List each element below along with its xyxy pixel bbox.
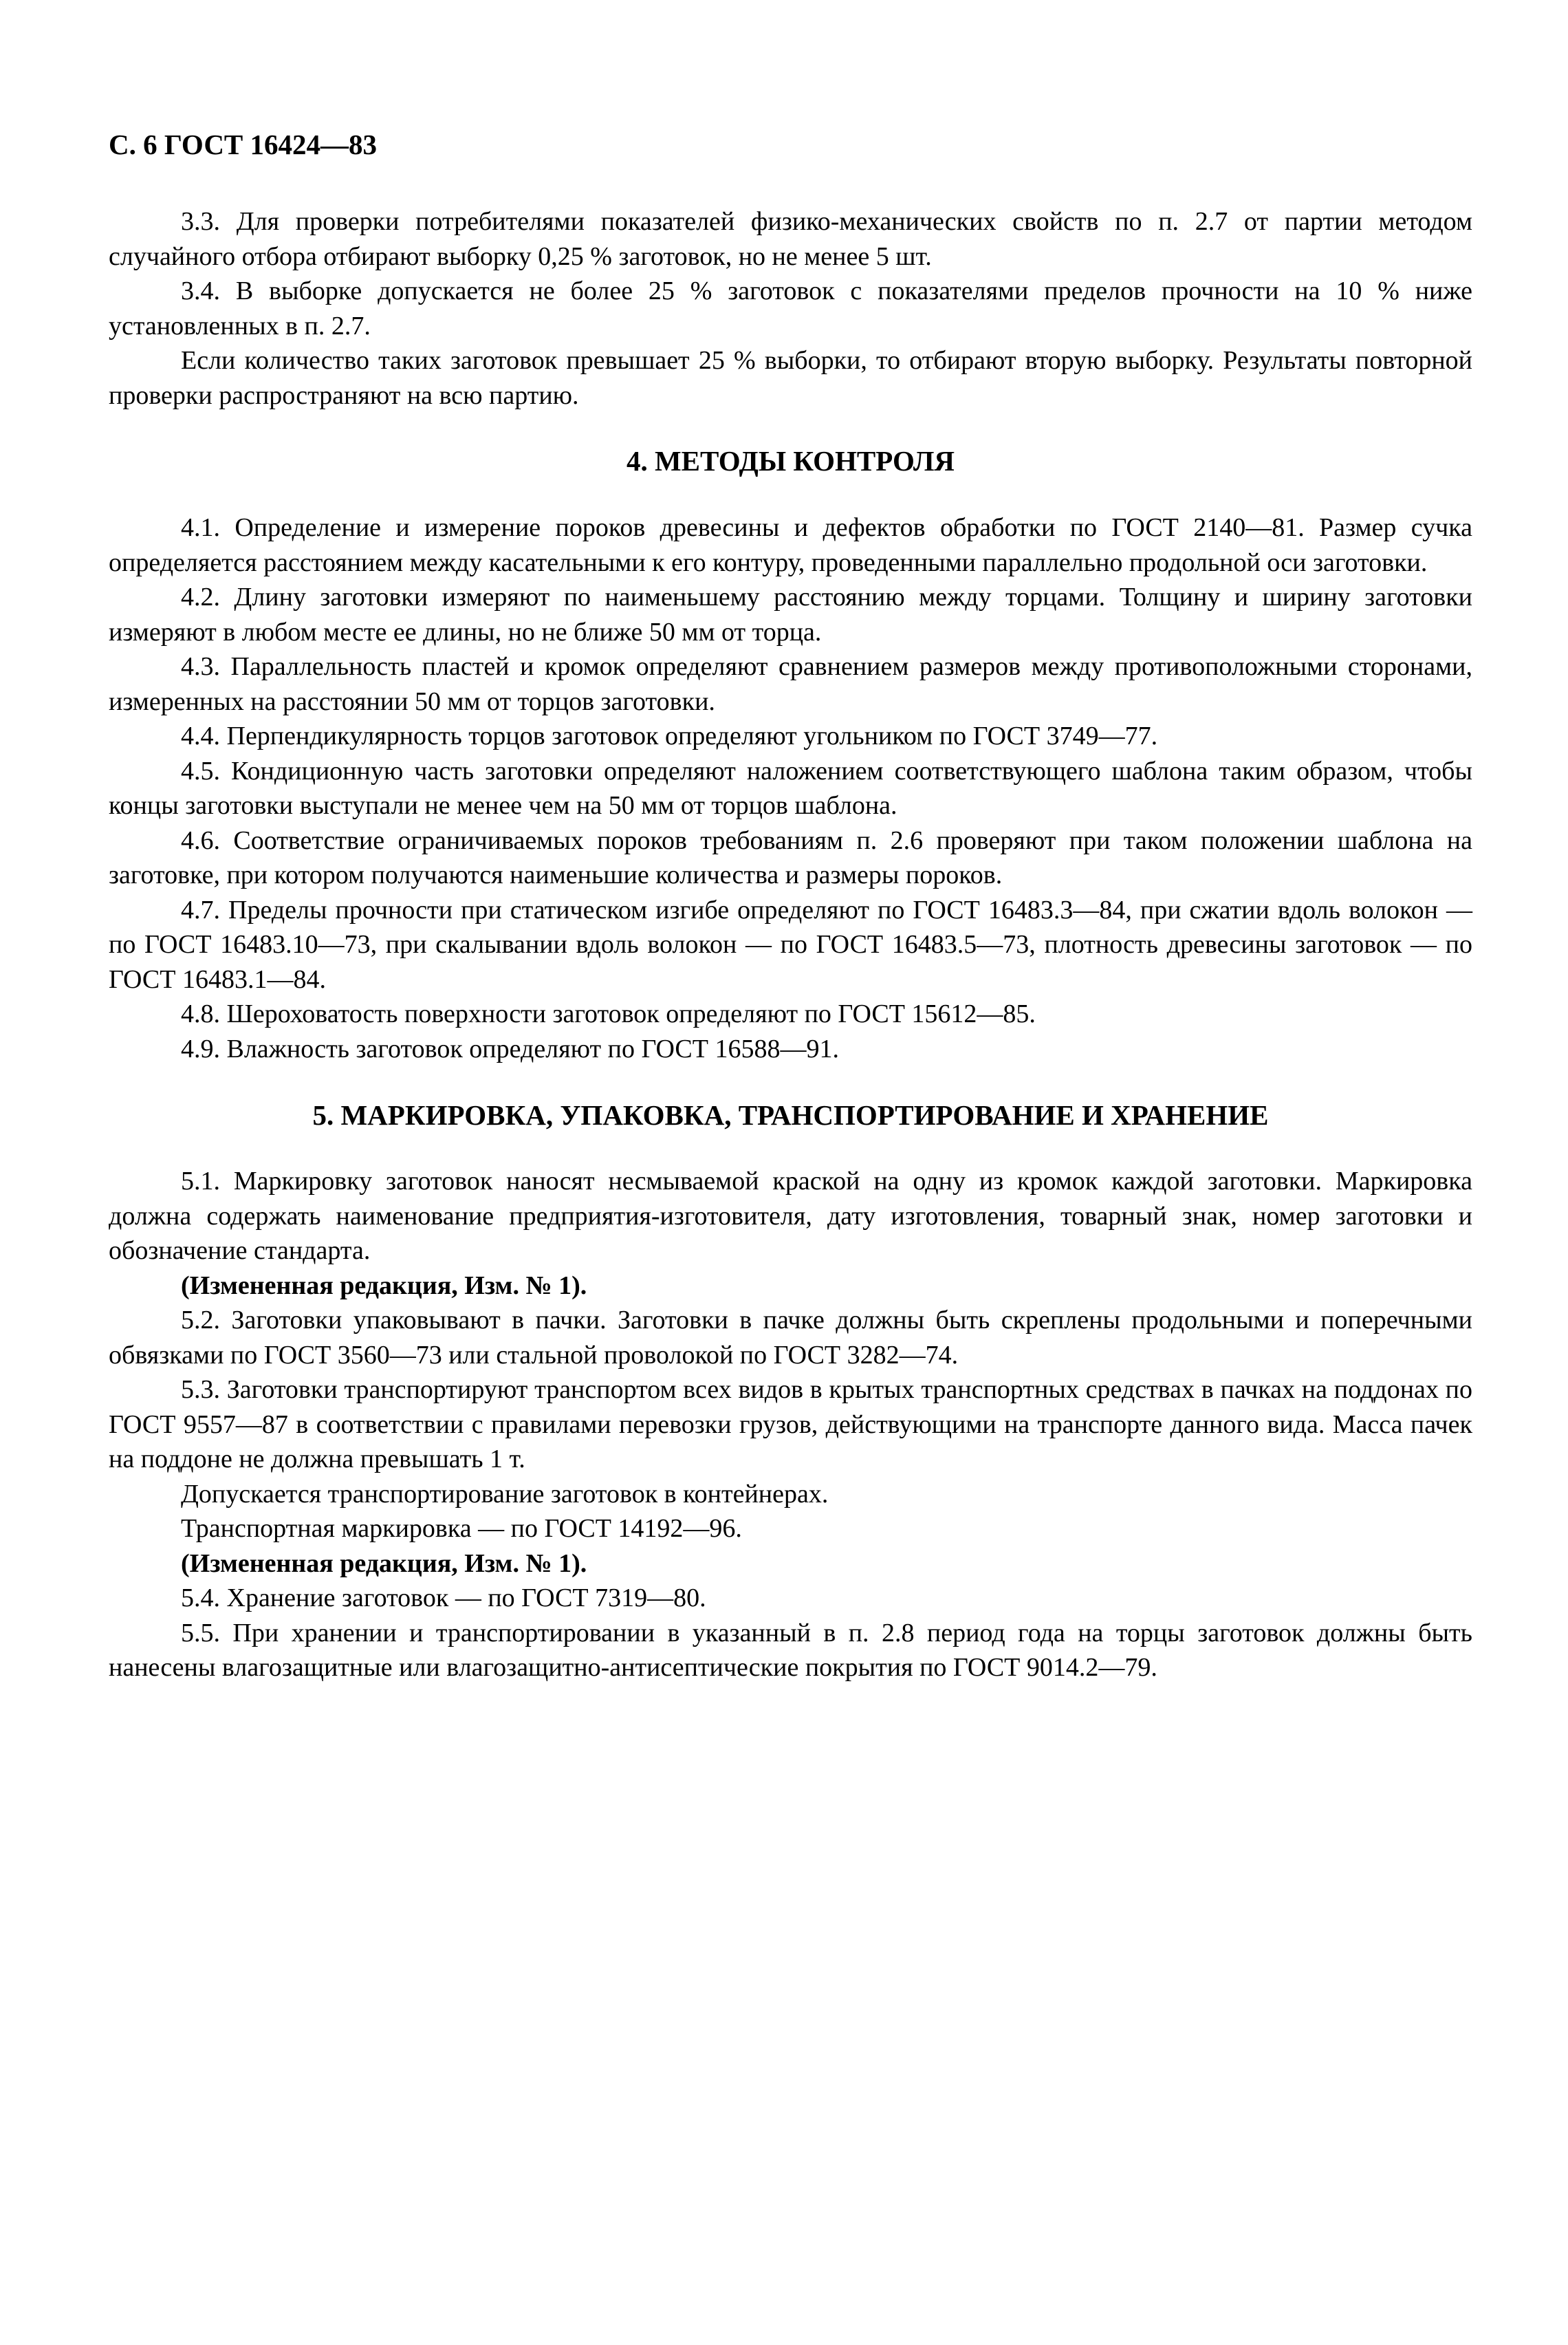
section-5-title: 5. МАРКИРОВКА, УПАКОВКА, ТРАНСПОРТИРОВАНИЕ И ХРАНЕНИЕ <box>312 1099 1269 1131</box>
paragraph-4-6: 4.6. Соответствие ограничиваемых пороков требованиям п. 2.6 проверяют при таком положении шаблона на заготовке, при котором получаются наименьшие количества и размеры пороков. <box>109 825 1472 889</box>
paragraph-4-2: 4.2. Длину заготовки измеряют по наименьшему расстоянию между торцами. Толщину и ширину заготовки измеряют в любом месте ее длины, но не ближе 50 мм от торца. <box>109 583 1472 647</box>
paragraph-3-4-continued: Если количество таких заготовок превышает 25 % выборки, то отбирают вторую выборку. Результаты повторной проверки распространяют на всю партию. <box>109 346 1472 410</box>
section-4-title: 4. МЕТОДЫ КОНТРОЛЯ <box>626 445 955 477</box>
paragraph-4-7: 4.7. Пределы прочности при статическом изгибе определяют по ГОСТ 16483.3—84, при сжатии вдоль волокон — по ГОСТ 16483.10—73, при скалывании вдоль волокон — по ГОСТ 16483.5—73, плотность древесины заготовок — по ГОСТ 16483.1—84. <box>109 895 1472 994</box>
paragraph-4-9: 4.9. Влажность заготовок определяют по ГОСТ 16588—91. <box>181 1034 839 1063</box>
paragraph-3-4: 3.4. В выборке допускается не более 25 % заготовок с показателями пределов прочности на 10 % ниже установленных в п. 2.7. <box>109 277 1472 341</box>
paragraph-4-5: 4.5. Кондиционную часть заготовки определяют наложением соответствующего шаблона таким образом, чтобы концы заготовки выступали не менее чем на 50 мм от торцов шаблона. <box>109 756 1472 820</box>
paragraph-4-4: 4.4. Перпендикулярность торцов заготовок определяют угольником по ГОСТ 3749—77. <box>181 722 1158 750</box>
paragraph-5-3-containers: Допускается транспортирование заготовок в контейнерах. <box>181 1479 829 1509</box>
amendment-note: (Измененная редакция, Изм. № 1). <box>181 1548 587 1578</box>
document-body <box>109 204 1472 1685</box>
paragraph-5-3: 5.3. Заготовки транспортируют транспортом всех видов в крытых транспортных средствах в пачках на поддонах по ГОСТ 9557—87 в соответствии с правилами перевозки грузов, действующими на транспорте данного вида. Масса пачек на поддоне не должна превышать 1 т. <box>109 1375 1472 1473</box>
paragraph-4-1: 4.1. Определение и измерение пороков древесины и дефектов обработки по ГОСТ 2140—81. Размер сучка определяется расстоянием между касательными к его контуру, проведенными параллельно продольной оси заготовки. <box>109 513 1472 577</box>
paragraph-4-8: 4.8. Шероховатость поверхности заготовок определяют по ГОСТ 15612—85. <box>181 999 1036 1028</box>
paragraph-5-1: 5.1. Маркировку заготовок наносят несмываемой краской на одну из кромок каждой заготовки. Маркировка должна содержать наименование предприятия-изготовителя, дату изготовления, товарный знак, номер заготовки и обозначение стандарта. <box>109 1167 1472 1265</box>
paragraph-5-3-marking: Транспортная маркировка — по ГОСТ 14192—96. <box>181 1514 742 1543</box>
paragraph-5-4: 5.4. Хранение заготовок — по ГОСТ 7319—80. <box>181 1584 706 1612</box>
paragraph-5-5: 5.5. При хранении и транспортировании в указанный в п. 2.8 период года на торцы заготовок должны быть нанесены влагозащитные или влагозащитно-антисептические покрытия по ГОСТ 9014.2—79. <box>109 1618 1472 1682</box>
page-header: С. 6 ГОСТ 16424—83 <box>109 129 378 160</box>
amendment-note: (Измененная редакция, Изм. № 1). <box>181 1271 587 1300</box>
paragraph-3-3: 3.3. Для проверки потребителями показателей физико-механических свойств по п. 2.7 от партии методом случайного отбора отбирают выборку 0,25 % заготовок, но не менее 5 шт. <box>109 207 1472 271</box>
paragraph-5-2: 5.2. Заготовки упаковывают в пачки. Заготовки в пачке должны быть скреплены продольными и поперечными обвязками по ГОСТ 3560—73 или стальной проволокой по ГОСТ 3282—74. <box>109 1306 1472 1370</box>
paragraph-4-3: 4.3. Параллельность пластей и кромок определяют сравнением размеров между противоположными сторонами, измеренных на расстоянии 50 мм от торцов заготовки. <box>109 652 1472 716</box>
